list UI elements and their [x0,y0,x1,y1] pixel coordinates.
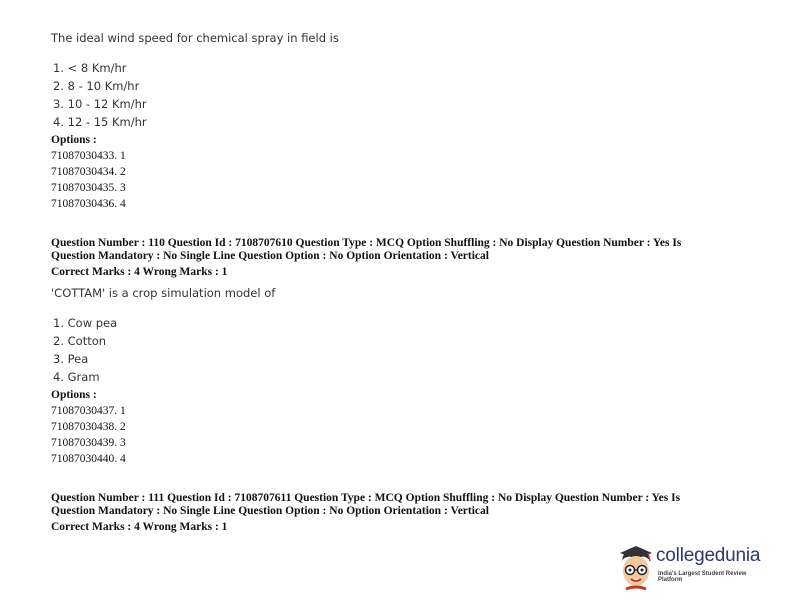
choice-1: 1. Cow pea [53,316,118,330]
options-label: Options : [51,389,97,401]
option-id-4: 71087030440. 4 [51,453,126,465]
logo-tagline: India's Largest Student Review Platform [658,571,747,583]
choice-2: 2. Cotton [53,334,107,348]
question-header [51,492,751,518]
option-id-2: 71087030434. 2 [51,166,126,178]
option-id-3: 71087030435. 3 [51,182,126,194]
choice-3: 3. Pea [53,352,89,366]
option-id-1: 71087030433. 1 [51,150,126,162]
option-id-1: 71087030437. 1 [51,405,126,417]
question-header-line1: Question Number : 111 Question Id : 7108707611 Question Type : MCQ Option Shuffling : No Display Question Number : Yes Is [51,492,681,504]
question-header-line2: Question Mandatory : No Single Line Question Option : No Option Orientation : Vertical [51,505,489,517]
options-label: Options : [51,134,97,146]
question-header-line2: Question Mandatory : No Single Line Question Option : No Option Orientation : Vertical [51,250,489,262]
choice-3: 3. 10 - 12 Km/hr [53,97,147,111]
choice-2: 2. 8 - 10 Km/hr [53,79,140,93]
marks-info: Correct Marks : 4 Wrong Marks : 1 [51,266,228,278]
option-id-3: 71087030439. 3 [51,437,126,449]
option-id-4: 71087030436. 4 [51,198,126,210]
question-text: The ideal wind speed for chemical spray in field is [51,31,339,45]
question-text: 'COTTAM' is a crop simulation model of [51,286,276,300]
logo-wordmark: collegedunia [656,545,761,566]
choice-1: 1. < 8 Km/hr [53,61,127,75]
choice-4: 4. 12 - 15 Km/hr [53,115,147,129]
mascot-face-icon [616,545,656,591]
question-header [51,237,751,263]
marks-info: Correct Marks : 4 Wrong Marks : 1 [51,521,228,533]
collegedunia-logo [616,545,772,591]
option-id-2: 71087030438. 2 [51,421,126,433]
choice-4: 4. Gram [53,370,100,384]
question-header-line1: Question Number : 110 Question Id : 7108707610 Question Type : MCQ Option Shuffling : No Display Question Number : Yes Is [51,237,682,249]
